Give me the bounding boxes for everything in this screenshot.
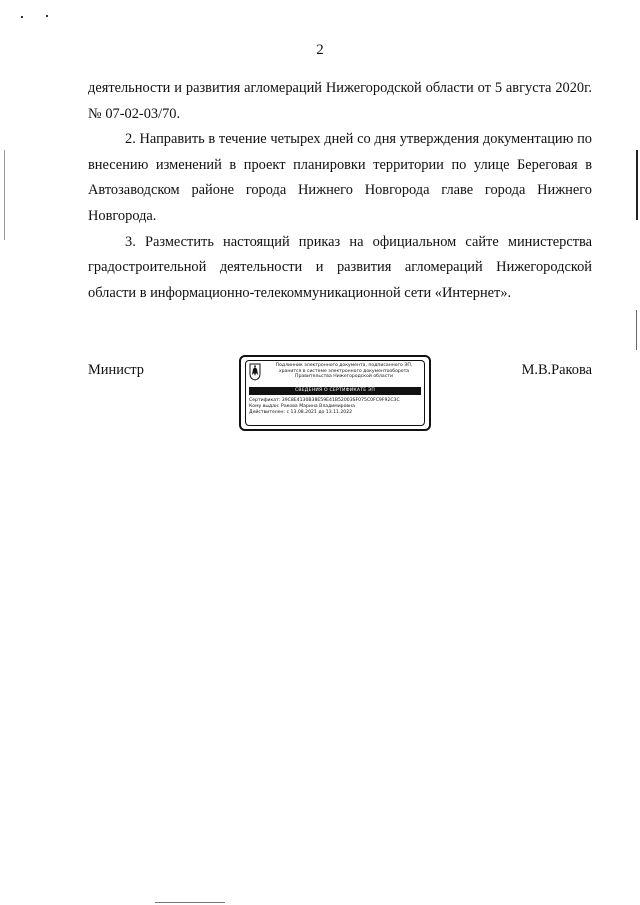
stamp-header-line: Правительства Нижегородской области: [295, 374, 393, 380]
scan-artifact: [636, 310, 637, 350]
coat-of-arms-icon: [249, 363, 261, 381]
scan-artifact: [4, 150, 5, 240]
signer-role: Министр: [88, 362, 144, 378]
electronic-signature-stamp: [239, 355, 431, 431]
text-line: Автозаводском районе города Нижнего Новгорода главе города Нижнего: [88, 182, 592, 199]
scan-artifact: [155, 902, 225, 903]
stamp-header-line: хранится в системе электронного документооборота: [278, 368, 410, 374]
scan-artifact: [46, 15, 48, 17]
stamp-header: [263, 363, 425, 380]
paragraph-3: [88, 230, 592, 307]
text-line: деятельности и развития агломераций Нижегородской области от 5 августа 2020г.: [88, 80, 592, 96]
text-line: Новгорода.: [88, 207, 157, 224]
certificate-validity: Действителен: с 13.08.2021 до 13.11.2022: [249, 410, 353, 415]
text-line: № 07-02-03/70.: [88, 105, 181, 122]
certificate-owner: Кому выдан: Ракова Марина Владимировна: [249, 404, 355, 409]
text-line: внесению изменений в проект планировки территории по улице Береговая в: [88, 156, 592, 173]
text-line: 2. Направить в течение четырех дней со дня утверждения документацию по: [125, 131, 592, 148]
stamp-header-line: Подлинник электронного документа, подписанного ЭП,: [275, 363, 413, 368]
certificate-number: Сертификат: 39C8E4130B38E59E41B52003SF075C0FC9F92C3C: [249, 398, 400, 403]
paragraph-2: [88, 127, 592, 229]
stamp-title-bar: СВЕДЕНИЯ О СЕРТИФИКАТЕ ЭП: [249, 387, 421, 395]
signer-name: М.В.Ракова: [521, 362, 592, 378]
text-line: 3. Разместить настоящий приказ на официальном сайте министерства: [125, 233, 592, 250]
text-line: градостроительной деятельности и развития агломераций Нижегородской: [88, 259, 592, 276]
stamp-certificate-details: [249, 398, 425, 416]
scan-artifact: [636, 150, 638, 220]
text-line: области в информационно-телекоммуникационной сети «Интернет».: [88, 284, 512, 301]
paragraph-1: [88, 76, 592, 127]
scan-artifact: [21, 16, 23, 18]
page-number: 2: [316, 42, 324, 58]
document-body: [88, 76, 592, 306]
